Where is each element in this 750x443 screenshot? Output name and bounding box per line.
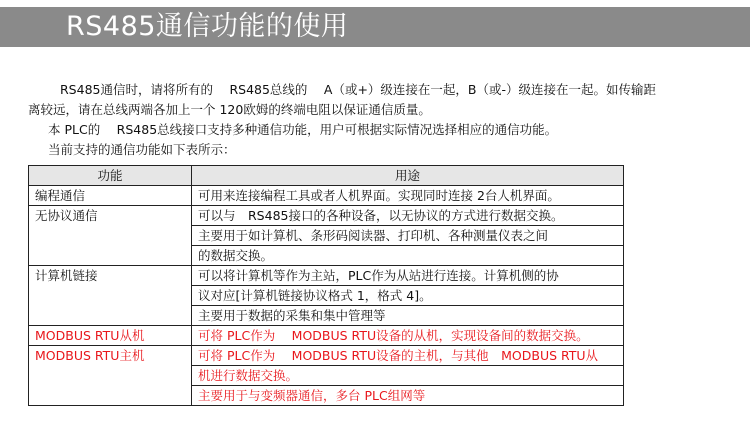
usage-line: 主要用于与变频器通信，多台 PLC组网等 [198, 388, 426, 403]
intro-line: RS485通信时，请将所有的 RS485总线的 A（或+）级连接在一起，B（或-）级连接在一起。如传输距 [60, 82, 657, 97]
usage-line: 可将 PLC作为 MODBUS RTU设备的从机，实现设备间的数据交换。 [198, 328, 589, 343]
usage-line: 主要用于如计算机、条形码阅读器、打印机、各种测量仪表之间 [198, 228, 549, 243]
header-function: 功能 [29, 166, 192, 186]
usage-cell [192, 206, 624, 266]
intro-text [28, 80, 728, 160]
intro-line: 当前支持的通信功能如下表所示： [48, 142, 236, 157]
intro-line: 本 PLC的 RS485总线接口支持多种通信功能，用户可根据实际情况选择相应的通信功能。 [48, 122, 558, 137]
function-cell: 编程通信 [29, 186, 192, 206]
page-title: RS485通信功能的使用 [66, 11, 349, 42]
function-cell: 无协议通信 [29, 206, 192, 266]
usage-line: 可用来连接编程工具或者人机界面。实现同时连接 2台人机界面。 [198, 188, 560, 203]
function-table [28, 165, 624, 406]
usage-line: 可将 PLC作为 MODBUS RTU设备的主机，与其他 MODBUS RTU从 [198, 348, 599, 363]
table-row [29, 346, 624, 406]
usage-line: 可以与 RS485接口的各种设备，以无协议的方式进行数据交换。 [198, 208, 564, 223]
usage-line: 机进行数据交换。 [198, 368, 299, 383]
table-header-row [29, 166, 624, 186]
usage-cell [192, 326, 624, 346]
table-row [29, 326, 624, 346]
table-row [29, 186, 624, 206]
function-cell: MODBUS RTU从机 [29, 326, 192, 346]
usage-line: 主要用于数据的采集和集中管理等 [198, 308, 386, 323]
function-cell: MODBUS RTU主机 [29, 346, 192, 406]
table-row [29, 266, 624, 326]
usage-cell [192, 346, 624, 406]
usage-cell [192, 186, 624, 206]
intro-line: 离较远，请在总线两端各加上一个 120欧姆的终端电阻以保证通信质量。 [28, 102, 431, 117]
usage-cell [192, 266, 624, 326]
table-row [29, 206, 624, 266]
title-banner [0, 7, 750, 47]
function-cell: 计算机链接 [29, 266, 192, 326]
usage-line: 的数据交换。 [198, 248, 274, 263]
usage-line: 可以将计算机等作为主站，PLC作为从站进行连接。计算机侧的协 [198, 268, 559, 283]
usage-line: 议对应[计算机链接协议格式 1，格式 4]。 [198, 288, 432, 303]
header-usage: 用途 [192, 166, 624, 186]
